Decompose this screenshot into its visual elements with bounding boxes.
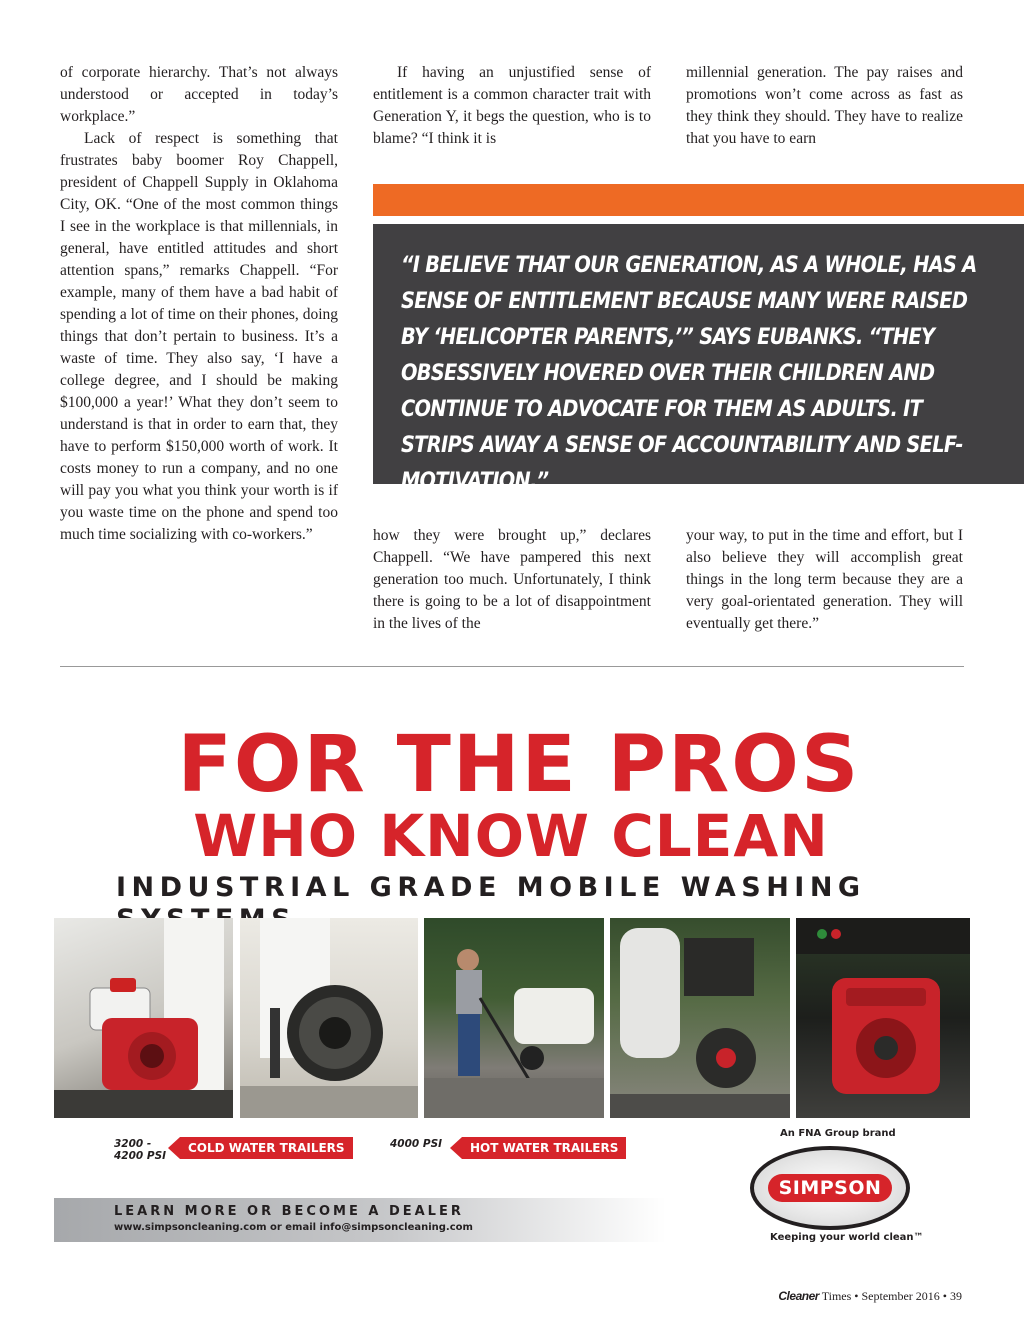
hot-water-trailers-label: HOT WATER TRAILERS xyxy=(462,1137,626,1159)
hose-reel-photo xyxy=(240,918,418,1118)
issue-page: • September 2016 • 39 xyxy=(851,1289,962,1303)
paragraph-continued: of corporate hierarchy. That’s not always understood or accepted in today’s workplace.” xyxy=(60,64,338,125)
ad-headline-2: WHO KNOW CLEAN xyxy=(193,802,829,870)
orange-accent-bar xyxy=(373,184,1024,216)
paragraph-chappell: Lack of respect is something that frustrates baby boomer Roy Chappell, president of Chappell Supply in Oklahoma City, OK. “One of the most common things I see in the workplace is that millennials, in general, have entitled attitudes and short attention spans,” remarks Chappell. “For example, many of them have a bad habit of spending a lot of time on their phones, doing things that don’t pertain to business. It’s a waste of time. They also say, ‘I have a college degree, and I should be making $100,000 a year!’ What they don’t seem to understand is that in order to earn that, they have to perform $150,000 worth of work. It costs money to run a company, and no one will pay you what you think your worth is if you waste time on the phone and spend too much time socializing with co-workers.” xyxy=(60,130,338,543)
divider-rule xyxy=(60,666,964,667)
dealer-contact: www.simpsoncleaning.com or email info@simpsoncleaning.com xyxy=(114,1222,473,1233)
dealer-headline: LEARN MORE OR BECOME A DEALER xyxy=(114,1204,464,1219)
paragraph-blame: If having an unjustified sense of entitlement is a common character trait with Generation Y, it begs the question, who is to blame? “I think it is xyxy=(373,64,651,147)
simpson-logo xyxy=(750,1146,910,1230)
simpson-logo-text: SIMPSON xyxy=(768,1174,892,1202)
ad-subheadline: INDUSTRIAL GRADE MOBILE WASHING xyxy=(116,872,866,903)
pull-quote-text: “I BELIEVE THAT OUR GENERATION, AS A WHOLE, HAS A SENSE OF ENTITLEMENT BECAUSE MANY WERE RAISED BY ‘HELICOPTER PARENTS,’” SAYS EUBANKS. “THEY OBSESSIVELY HOVERED OVER THEIR CHILDREN AND CONTINUE TO ADVOCATE FOR THEM AS ADULTS. IT STRIPS AWAY A SENSE OF ACCOUNTABILITY AND SELF-MOTIVATION.” xyxy=(401,253,977,494)
hot-water-trailer-photo xyxy=(610,918,790,1118)
fna-group-note: An FNA Group brand xyxy=(780,1128,896,1139)
cold-psi-line-1: 3200 - xyxy=(114,1138,152,1150)
hot-psi-label: 4000 PSI xyxy=(390,1138,443,1150)
paragraph-millennial: millennial generation. The pay raises and promotions won’t come across as fast as they think they should. They have to realize that you have to earn xyxy=(686,64,963,147)
cold-psi-label xyxy=(114,1138,166,1162)
article-column-2-bottom xyxy=(373,525,651,635)
article-column-2-top xyxy=(373,62,651,150)
dealer-band xyxy=(54,1198,666,1242)
article-column-3-top xyxy=(686,62,963,150)
cold-psi-line-2: 4200 PSI xyxy=(114,1150,167,1162)
pull-quote-box xyxy=(373,224,1024,494)
article-column-3-bottom xyxy=(686,525,963,635)
large-engine-photo xyxy=(796,918,970,1118)
magazine-name-rest: Times xyxy=(818,1289,852,1303)
cold-water-trailers-label: COLD WATER TRAILERS xyxy=(180,1137,353,1159)
page-footer xyxy=(778,1289,962,1304)
magazine-name-italic: Cleaner xyxy=(778,1289,819,1303)
article-column-1 xyxy=(60,62,338,546)
paragraph-brought-up: how they were brought up,” declares Chappell. “We have pampered this next generation too much. Unfortunately, I think there is going to be a lot of disappointment in the lives of the xyxy=(373,527,651,632)
cold-water-engine-photo xyxy=(54,918,233,1118)
man-washing-photo xyxy=(424,918,604,1118)
paragraph-your-way: your way, to put in the time and effort, but I also believe they will accomplish great things in the long term because they are a very goal-orientated generation. They will eventually get there.” xyxy=(686,527,963,632)
simpson-tagline: Keeping your world clean™ xyxy=(770,1232,924,1243)
simpson-advertisement xyxy=(54,720,970,1250)
ad-headline-1: FOR THE PROS xyxy=(177,720,861,810)
